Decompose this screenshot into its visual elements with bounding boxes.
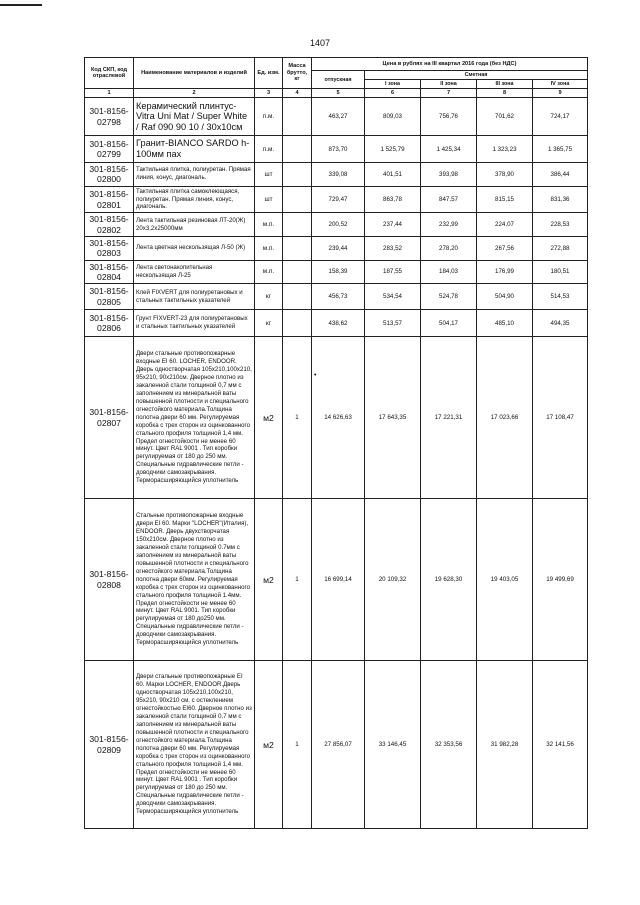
stray-mark: • <box>314 372 317 379</box>
price-zone-3: 701,62 <box>477 98 533 136</box>
item-code: 301-8156-02806 <box>85 310 134 337</box>
item-name: Двери стальные противопожарные EI 60. Марки LOCHER, ENDOOR.Дверь одностворчатая 105x210,100x210, 95x210, 90x210 см. с остеклением огнестойкостью EI60. Дверное плотно из закаленной стали толщиной 0,7 мм с заполнением из минеральной ваты повышенной плотности и специального огнестойкого материала.Толщина полотна двери 60 мм. Регулируемая коробка с трех сторон из оцинкованного стального профиля толщиной 1,4 мм. Предел огнестойкости не менее 60 минут. Цвет RAL 9001 . Тип коробки регулируемая от 180 до 250 мм. Специальные гидравлические петли - доводчики самозакрывания. Терморасширяющийся уплотнитель <box>134 661 255 829</box>
price-zone-2: 19 628,30 <box>421 499 477 661</box>
price-zone-2: 504,17 <box>421 310 477 337</box>
price-zone-1: 809,03 <box>365 98 421 136</box>
price-zone-4: 180,51 <box>533 260 588 284</box>
price-zone-3: 485,10 <box>477 310 533 337</box>
column-number: 9 <box>533 89 588 98</box>
price-zone-4: 514,53 <box>533 284 588 310</box>
item-code: 301-8156-02808 <box>85 499 134 661</box>
table-row <box>85 284 588 310</box>
item-name: Гранит-BIANCO SARDO h-100мм пах <box>134 136 255 163</box>
price-zone-4: 17 108,47 <box>533 337 588 499</box>
price-zone-2: 278,20 <box>421 237 477 261</box>
item-unit: шт <box>255 163 283 187</box>
item-mass <box>283 310 312 337</box>
item-code: 301-8156-02803 <box>85 237 134 261</box>
table-row <box>85 237 588 261</box>
item-name: Клей FIXVERT для полиуретановых и стальных тактильных указателей <box>134 284 255 310</box>
item-name: Лента тактильная резиновая ЛТ-20(Ж) 20x3,2x25000мм <box>134 213 255 237</box>
price-zone-3: 1 323,23 <box>477 136 533 163</box>
price-zone-3: 378,90 <box>477 163 533 187</box>
item-mass: 1 <box>283 661 312 829</box>
column-number: 7 <box>421 89 477 98</box>
table-row <box>85 163 588 187</box>
price-release: 14 626,63 <box>312 337 365 499</box>
header-zone-1: I зона <box>365 80 421 89</box>
item-mass <box>283 98 312 136</box>
header-unit: Ед. изм. <box>255 58 283 89</box>
item-unit: м.п. <box>255 237 283 261</box>
price-zone-1: 20 109,32 <box>365 499 421 661</box>
price-zone-3: 267,56 <box>477 237 533 261</box>
price-release: 456,73 <box>312 284 365 310</box>
table-row <box>85 499 588 661</box>
price-release: 729,47 <box>312 186 365 213</box>
price-zone-3: 504,90 <box>477 284 533 310</box>
price-zone-4: 831,36 <box>533 186 588 213</box>
price-release: 16 699,14 <box>312 499 365 661</box>
item-unit: м2 <box>255 499 283 661</box>
column-number-row <box>85 89 588 98</box>
table-row <box>85 136 588 163</box>
item-name: Лента цветная нескользящая Л-50 (Ж) <box>134 237 255 261</box>
price-zone-4: 19 499,69 <box>533 499 588 661</box>
table-row <box>85 98 588 136</box>
table-row <box>85 310 588 337</box>
price-zone-1: 17 643,35 <box>365 337 421 499</box>
item-mass <box>283 260 312 284</box>
price-zone-4: 386,44 <box>533 163 588 187</box>
price-zone-1: 401,51 <box>365 163 421 187</box>
price-zone-1: 534,54 <box>365 284 421 310</box>
item-code: 301-8156-02807 <box>85 337 134 499</box>
price-zone-1: 237,44 <box>365 213 421 237</box>
page-number: 1407 <box>309 38 331 48</box>
item-mass: 1 <box>283 337 312 499</box>
price-zone-1: 1 525,79 <box>365 136 421 163</box>
price-zone-2: 847,57 <box>421 186 477 213</box>
price-zone-4: 272,88 <box>533 237 588 261</box>
item-mass <box>283 237 312 261</box>
price-release: 438,62 <box>312 310 365 337</box>
item-mass: 1 <box>283 499 312 661</box>
item-name: Грунт FIXVERT-23 для полиуретановых и стальных тактильных указателей <box>134 310 255 337</box>
item-name: Двери стальные противопожарные входные EI 60. LOCHER, ENDOOR. Дверь одностворчатая 105x210,100x210, 95x210, 90x210см. Дверное плотно из закаленной стали толщиной 0,7 мм с заполнением из минеральной ваты повышенной плотности и специального огнестойкого материала.Толщина полотна двери 60 мм. Регулируемая коробка с трех сторон из оцинкованного стального профиля толщиной 1,4 мм. Предел огнестойкости не менее 60 минут. Цвет RAL 9001 . Тип коробки регулируемая от 180 до 250 мм. Специальные гидравлические петли - доводчики самозакрывания. Терморасширяющийся уплотнитель <box>134 337 255 499</box>
price-release: 463,27 <box>312 98 365 136</box>
header-zone-4: IV зона <box>533 80 588 89</box>
item-mass <box>283 186 312 213</box>
table-row <box>85 213 588 237</box>
price-zone-4: 494,35 <box>533 310 588 337</box>
item-unit: кг <box>255 310 283 337</box>
item-mass <box>283 284 312 310</box>
price-zone-2: 232,99 <box>421 213 477 237</box>
item-code: 301-8156-02802 <box>85 213 134 237</box>
price-zone-2: 184,03 <box>421 260 477 284</box>
item-name: Тактильная плитка, полиуретан. Прямая линия, конус, диагональ. <box>134 163 255 187</box>
header-code: Код СКП, код отраслевой <box>85 58 134 89</box>
column-number: 4 <box>283 89 312 98</box>
price-release: 239,44 <box>312 237 365 261</box>
price-zone-1: 283,52 <box>365 237 421 261</box>
item-mass <box>283 136 312 163</box>
price-zone-1: 33 146,45 <box>365 661 421 829</box>
item-mass <box>283 163 312 187</box>
column-number: 6 <box>365 89 421 98</box>
item-unit: м2 <box>255 337 283 499</box>
item-unit: кг <box>255 284 283 310</box>
price-release: 27 856,07 <box>312 661 365 829</box>
price-release: 158,39 <box>312 260 365 284</box>
item-code: 301-8156-02804 <box>85 260 134 284</box>
column-number: 1 <box>85 89 134 98</box>
price-zone-1: 187,55 <box>365 260 421 284</box>
column-number: 8 <box>477 89 533 98</box>
price-table <box>84 57 588 829</box>
price-zone-2: 32 353,56 <box>421 661 477 829</box>
top-edge-line <box>0 4 42 6</box>
item-code: 301-8156-02800 <box>85 163 134 187</box>
price-release: 200,52 <box>312 213 365 237</box>
price-zone-4: 32 141,56 <box>533 661 588 829</box>
header-release: отпускная <box>312 71 365 89</box>
item-name: Тактильная плитка самоклеющаяся, полиуретан. Прямая линия, конус, диагональ. <box>134 186 255 213</box>
item-unit: м2 <box>255 661 283 829</box>
table-row <box>85 337 588 499</box>
item-name: Стальные противопожарные входные двери EI 60. Марки "LOCHER"(Италия), ENDOOR. Дверь двухстворчатая 150x210см. Дверное плотно из закаленной стали толщиной 0.7мм с заполнением из минеральной ваты повышенной плотности и специального огнестойкого материала.Толщина полотна двери 60мм. Регулируемая коробка с трех сторон из оцинкованного стального профиля толщиной 1.4мм. Предел огнестойкости не менее 60 минут. Цвет RAL 9001. Тип коробки регулируемая от 180 до250 мм. Специальные гидравлические петли - доводчики самозакрывания. Терморасширяющийся уплотнитель <box>134 499 255 661</box>
item-name: Лента светонакопительная нескользящая Л-25 <box>134 260 255 284</box>
header-estimate: Сметная <box>365 71 588 80</box>
price-zone-3: 815,15 <box>477 186 533 213</box>
item-unit: м.п. <box>255 213 283 237</box>
price-zone-2: 756,76 <box>421 98 477 136</box>
table-row <box>85 186 588 213</box>
price-zone-3: 19 403,05 <box>477 499 533 661</box>
price-zone-4: 724,17 <box>533 98 588 136</box>
column-number: 3 <box>255 89 283 98</box>
price-zone-3: 31 982,28 <box>477 661 533 829</box>
item-unit: м.п. <box>255 260 283 284</box>
price-zone-2: 1 425,34 <box>421 136 477 163</box>
header-name: Наименование материалов и изделий <box>134 58 255 89</box>
table-row <box>85 260 588 284</box>
price-zone-4: 1 365,75 <box>533 136 588 163</box>
column-number: 5 <box>312 89 365 98</box>
item-unit: шт <box>255 186 283 213</box>
item-code: 301-8156-02801 <box>85 186 134 213</box>
table-row <box>85 661 588 829</box>
item-unit: п.м. <box>255 98 283 136</box>
item-code: 301-8156-02809 <box>85 661 134 829</box>
item-code: 301-8156-02799 <box>85 136 134 163</box>
item-code: 301-8156-02805 <box>85 284 134 310</box>
price-release: 873,70 <box>312 136 365 163</box>
price-zone-2: 393,98 <box>421 163 477 187</box>
price-zone-1: 513,57 <box>365 310 421 337</box>
header-zone-3: III зона <box>477 80 533 89</box>
price-zone-3: 176,99 <box>477 260 533 284</box>
header-price-group: Цена в рублях на III квартал 2016 года (без НДС) <box>312 58 588 71</box>
price-zone-3: 224,07 <box>477 213 533 237</box>
price-zone-2: 17 221,31 <box>421 337 477 499</box>
item-code: 301-8156-02798 <box>85 98 134 136</box>
header-mass: Масса брутто, кг <box>283 58 312 89</box>
item-name: Керамический плинтус-Vitra Uni Mat / Super White / Raf 090 90 10 / 30x10см <box>134 98 255 136</box>
column-number: 2 <box>134 89 255 98</box>
price-zone-4: 228,53 <box>533 213 588 237</box>
item-mass <box>283 213 312 237</box>
header-zone-2: II зона <box>421 80 477 89</box>
price-zone-2: 524,78 <box>421 284 477 310</box>
price-release: 339,08 <box>312 163 365 187</box>
item-unit: п.м. <box>255 136 283 163</box>
price-zone-1: 863,78 <box>365 186 421 213</box>
price-zone-3: 17 023,66 <box>477 337 533 499</box>
